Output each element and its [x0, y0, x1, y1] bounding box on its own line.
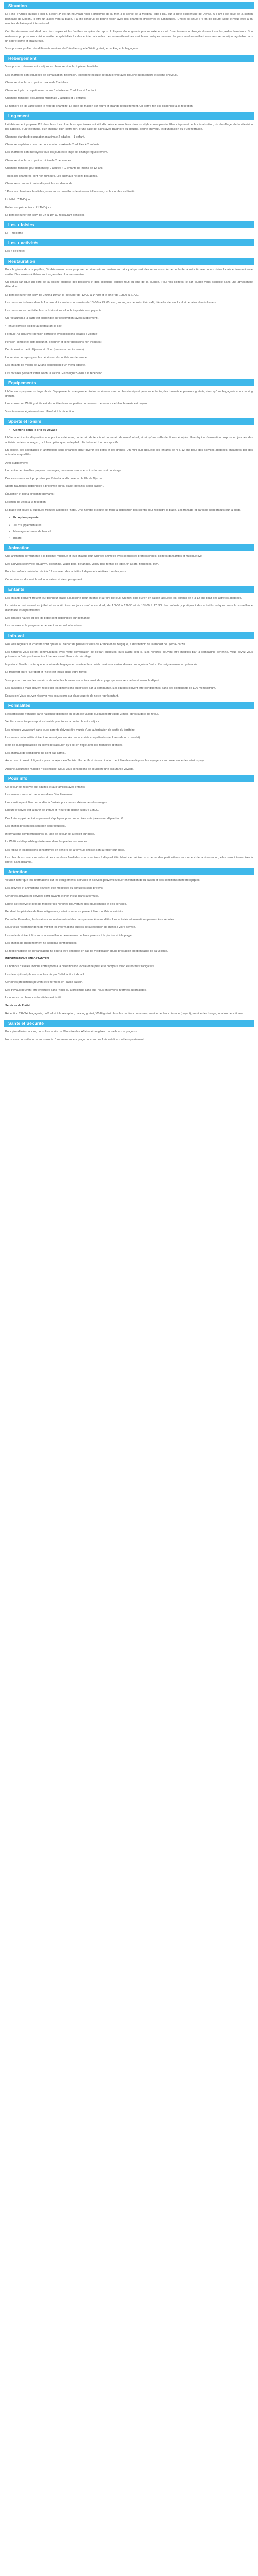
paragraph: Un snack-bar situé au bord de la piscine propose des boissons et des collations légères tout au long de la journée. Pour vos soirées, le bar lounge vous accueille dans une atmosphère détendue. [5, 281, 253, 289]
paragraph: Certaines activités et services sont payants et non inclus dans la formule. [5, 894, 99, 898]
paragraph: Les horaires vous seront communiqués avec votre convocation de départ quelques jours avant celui-ci. Les horaires peuvent être modifiés par la compagnie aérienne. Vous devez vous présenter à l'aéroport au moins 2 heures avant l'heure de décollage. [5, 650, 253, 659]
paragraph: Le petit déjeuner est servi de 7h à 10h au restaurant principal. [5, 214, 85, 217]
paragraph: Chambre standard: occupation maximale 2 adultes + 1 enfant. [5, 135, 85, 139]
subheading: • Compris dans le prix du voyage [9, 428, 253, 433]
paragraph: Formule All Inclusive: pension complète avec boissons locales à volonté. [5, 332, 99, 336]
section-formalites [0, 702, 258, 772]
paragraph: Toutes les chambres sont non-fumeurs. Les animaux ne sont pas admis. [5, 175, 98, 178]
paragraph: Aucune assurance maladie n'est incluse. Nous vous conseillons de souscrire une assurance voyage. [5, 767, 134, 771]
paragraph: Les chambres sont équipées de climatisation, télévision, téléphone et salle de bain privée avec douche ou baignoire et sèche-cheveux. [5, 73, 178, 77]
paragraph: Ce service est disponible selon la saison et n'est pas garanti. [5, 578, 83, 582]
paragraph: Pour plus d'informations, consultez le site du Ministère des Affaires étrangères: conseils aux voyageurs. [5, 1030, 138, 1033]
paragraph: En soirée, des spectacles et animations sont organisés pour divertir les petits et les grands. Un mini-club accueille les enfants de 4 à 12 ans pour des activités adaptées encadrées par des animateurs qualifiés. [5, 449, 253, 457]
paragraph: Vous pouvez trouver les numéros de vol et les horaires sur votre carnet de voyage qui vous sera adressé avant le départ. [5, 679, 160, 682]
list-item: • Billard [9, 536, 253, 541]
paragraph: Ce séjour est réservé aux adultes et aux familles avec enfants. [5, 785, 86, 789]
paragraph: Les autres nationalités doivent se renseigner auprès des autorités compétentes (ambassade ou consulat). [5, 736, 141, 739]
paragraph: L'hôtel se réserve le droit de modifier les horaires d'ouverture des équipements et des services. [5, 902, 127, 906]
section-enfants [0, 586, 258, 629]
paragraph: Des travaux peuvent être effectués dans l'hôtel ou à proximité sans que nous en soyons informés au préalable. [5, 988, 147, 992]
paragraph: Les bagages à main doivent respecter les dimensions autorisées par la compagnie. Les liquides doivent être conditionnés dans des contenants de 100 ml maximum. [5, 686, 216, 690]
paragraph: Les photos présentées sont non contractuelles. [5, 824, 66, 828]
section-restauration [0, 258, 258, 376]
section-loisirs [0, 221, 258, 236]
paragraph: L'établissement propose 115 chambres. Les chambres spacieuses ont été décorées et meublées dans un style contemporain. Elles disposent de la climatisation, du chauffage, de la télévision par satellite, d'un téléphone, d'un minibar, d'un coffre-fort, d'une salle de bains avec baignoire ou douche, sèche-cheveux, et d'un balcon ou d'une terrasse. [5, 123, 253, 131]
paragraph: Pour les enfants: mini-club de 4 à 12 ans avec des activités ludiques et créatives tous les jours. [5, 570, 127, 574]
paragraph: Les enfants peuvent trouver leur bonheur grâce à la piscine pour enfants et à l'aire de jeux. Un mini-club ouvert en saison accueille les enfants de 4 à 12 ans pour des activités adaptées. [5, 596, 243, 600]
paragraph: Avec supplément: [5, 461, 28, 465]
paragraph: Important: Veuillez noter que le nombre de bagages en soute et leur poids maximum varient d'une compagnie à l'autre. Renseignez-vous au préalable. [5, 663, 198, 667]
paragraph: Une animation permanente à la piscine: musique et jeux chaque jour. Soirées animées avec spectacles professionnels, soirées dansantes et musique live. [5, 554, 203, 558]
paragraph: * Pour les chambres familiales, nous vous conseillons de réserver à l'avance, car le nombre est limité. [5, 190, 135, 194]
section-situation [0, 2, 258, 52]
paragraph: Chambre double: occupation maximale 2 adultes. [5, 81, 69, 84]
section-header: Hébergement [4, 55, 254, 62]
paragraph: La plage est située à quelques minutes à pied de l'hôtel. Une navette gratuite est mise à disposition des clients pour rejoindre la plage. Les transats et parasols sont gratuits sur la plage. [5, 508, 241, 512]
paragraph: Chambre familiale: occupation maximale 2 adultes et 2 enfants. [5, 97, 87, 100]
paragraph: Un centre de bien-être propose massages, hammam, sauna et soins du corps et du visage. [5, 469, 122, 472]
paragraph: L'hôtel met à votre disposition une piscine extérieure, un terrain de tennis et un terrain de mini-football, ainsi qu'une salle de fitness équipée. Une équipe d'animation propose en journée des activités variées: aquagym, tir à l'arc, pétanque, volley-ball, fléchettes et tournois sportifs. [5, 436, 253, 444]
section-logement [0, 112, 258, 218]
paragraph: Veuillez noter que les informations sur les équipements, services et activités peuvent évoluer en fonction de la saison et des conditions météorologiques. [5, 879, 201, 883]
paragraph: Le nombre d'étoiles indiqué correspond à la classification locale et ne peut être comparé avec les normes françaises. [5, 965, 155, 969]
section-informations-importantes [0, 957, 258, 1016]
paragraph: Le mini-club est ouvert en juillet et en août, tous les jours sauf le vendredi, de 10h00 à 12h30 et de 15h00 à 17h30. Les enfants y pratiquent des activités ludiques sous la surveillance d'animateurs expérimentés. [5, 604, 253, 613]
paragraph: Cet établissement est idéal pour les couples et les familles en quête de repos, il dispose d'une grande piscine extérieure et d'une terrasse ombragée donnant sur les jardins luxuriants. Son restaurant propose une cuisine variée de spécialités locales et internationales. Le centre-ville est accessible en quelques minutes. Le personnel accueillant vous assure un séjour agréable dans un cadre calme et chaleureux. [5, 30, 253, 43]
paragraph: Lit bébé: 7 TND/jour. [5, 198, 32, 201]
paragraph: Les activités et animations peuvent être modifiées ou annulées sans préavis. [5, 887, 104, 890]
paragraph: Le transfert entre l'aéroport et l'hôtel est inclus dans votre forfait. [5, 671, 88, 674]
paragraph: Les chambres communicantes et les chambres familiales sont soumises à disponibilité. Merci de préciser vos demandes particulières au moment de la réservation; elles seront transmises à l'hôtel, sans garantie. [5, 856, 253, 864]
section-header: Formalités [4, 702, 254, 709]
section-equipements [0, 379, 258, 415]
paragraph: Nous vous conseillons de vous munir d'une assurance voyage couvrant les frais médicaux et le rapatriement. [5, 1038, 145, 1041]
paragraph: Les mineurs voyageant sans leurs parents doivent être munis d'une autorisation de sortie du territoire. [5, 728, 136, 732]
section-sante [0, 1020, 258, 1042]
paragraph: Une connexion Wi-Fi gratuite est disponible dans les parties communes. Le service de blanchisserie est payant. [5, 402, 149, 406]
section-sports [0, 418, 258, 541]
paragraph: Le nombre de lits varie selon le type de chambre. Le linge de maison est fourni et changé régulièrement. Un coffre-fort est disponible à la réception. [5, 105, 194, 108]
section-pour-info [0, 775, 258, 865]
paragraph: Les horaires et le programme peuvent varier selon la saison. [5, 624, 83, 628]
list-item: • Jeux supplémentaires [9, 523, 253, 528]
paragraph: Demi-pension: petit déjeuner et dîner (boissons non incluses). [5, 348, 85, 351]
paragraph: Enfant supplémentaire: 21 TND/jour. [5, 206, 52, 209]
paragraph: Un restaurant à la carte est disponible sur réservation (avec supplément). [5, 317, 99, 320]
section-header: Équipements [4, 379, 254, 386]
paragraph: Des excursions sont proposées par l'hôtel à la découverte de l'île de Djerba. [5, 477, 103, 480]
paragraph: Le Wi-Fi est disponible gratuitement dans les parties communes. [5, 840, 88, 844]
paragraph: La responsabilité de l'organisateur ne pourra être engagée en cas de modification d'une prestation indépendante de sa volonté. [5, 949, 168, 953]
paragraph: Pension complète: petit déjeuner, déjeuner et dîner (boissons non incluses). [5, 340, 103, 344]
paragraph: Pour le plaisir de vos papilles, l'établissement vous propose de découvrir son restaurant principal qui sert des repas sous forme de buffet à volonté, avec une cuisine locale et internationale variée. Des soirées à thème sont organisées chaque semaine. [5, 268, 253, 276]
paragraph: Chambre double: occupation minimale 2 personnes. [5, 159, 72, 162]
paragraph: Les boissons incluses dans la formule all inclusive sont servies de 10h00 à 23h00: eau, sodas, jus de fruits, thé, café, bière locale, vin local et certains alcools locaux. [5, 301, 217, 304]
paragraph: Le Ring d'Affiliés Rucker Hôtel & Resort 3* est un nouveau hôtel à proximité de la mer, à la sortie de la Médina Hobo-Hilal, sur la côte occidentale de Djerba. A 8 km il se situe de la station balnéaire de Dodoni. Il offre un accès vers la plage. Il a été construit de bonne façon avec des chambres modernes et lumineuses. L'hôtel est situé à 4 km de Houmt Souk et vous êtes à 35 minutes de l'aéroport international. [5, 13, 253, 26]
section-header: Santé et Sécurité [4, 1020, 254, 1027]
paragraph: Un service de repas pour les bébés est disponible sur demande. [5, 356, 88, 360]
paragraph: Aucun vaccin n'est obligatoire pour un séjour en Tunisie. Un certificat de vaccination peut être demandé pour les voyageurs en provenance de certains pays. [5, 759, 205, 763]
paragraph: Nos vols réguliers et charters sont opérés au départ de plusieurs villes de France et de Belgique, à destination de l'aéroport de Djerba-Zarzis. [5, 642, 186, 646]
subheading: • En option payante [9, 516, 253, 520]
paragraph: Sports nautiques disponibles à proximité sur la plage (payants, selon saison). [5, 485, 104, 488]
paragraph: Chambres communicantes disponibles sur demande. [5, 182, 73, 186]
section-hebergement [0, 55, 258, 109]
paragraph: Chambre triple: occupation maximale 3 adultes ou 2 adultes et 1 enfant. [5, 89, 98, 93]
section-header: Enfants [4, 586, 254, 593]
section-header: Info vol [4, 632, 254, 639]
paragraph: Il est de la responsabilité du client de s'assurer qu'il est en règle avec les formalités d'entrée. [5, 744, 123, 748]
section-header: Logement [4, 112, 254, 120]
section-header: Situation [4, 2, 254, 9]
paragraph: Informations complémentaires: la taxe de séjour est à régler sur place. [5, 833, 95, 836]
paragraph: Vous trouverez également un coffre-fort à la réception. [5, 410, 75, 414]
paragraph: L'hôtel vous propose un large choix d'équipements: une grande piscine extérieure avec un bassin séparé pour les enfants, des transats et parasols gratuits, ainsi qu'une bagagerie et un parking gratuits. [5, 389, 253, 398]
paragraph: Pendant les périodes de fêtes religieuses, certains services peuvent être modifiés ou réduits. [5, 910, 124, 913]
paragraph: Les + de l'hôtel [5, 250, 25, 253]
section-header: Pour info [4, 775, 254, 782]
section-info-vol [0, 632, 258, 699]
paragraph: Certaines prestations peuvent être fermées en basse saison. [5, 980, 83, 984]
paragraph: Vérifiez que votre passeport est valide pour toute la durée de votre séjour. [5, 720, 100, 724]
paragraph: Des chaises hautes et des lits bébé sont disponibles sur demande. [5, 617, 91, 620]
paragraph: L'heure d'arrivée est à partir de 14h00 et l'heure de départ jusqu'à 12h00. [5, 809, 99, 812]
list-item: • Massages et soins de beauté [9, 530, 253, 534]
paragraph: Vous pouvez réserver votre séjour en chambre double, triple ou familiale. [5, 65, 99, 69]
paragraph: Nous vous recommandons de vérifier les informations auprès de la réception de l'hôtel à votre arrivée. [5, 926, 136, 929]
paragraph: Les photos de l'hébergement ne sont pas contractuelles. [5, 941, 78, 945]
section-animation [0, 544, 258, 583]
paragraph: Les animaux ne sont pas admis dans l'établissement. [5, 793, 74, 797]
paragraph: Des frais supplémentaires peuvent s'appliquer pour une arrivée anticipée ou un départ tardif. [5, 817, 124, 820]
paragraph: Réception 24h/24, bagagerie, coffre-fort à la réception, parking gratuit, Wi-Fi gratuit dans les parties communes, service de blanchisserie (payant), service de change, location de voitures. [5, 1012, 244, 1015]
section-attention [0, 868, 258, 954]
paragraph: Ressortissants français: carte nationale d'identité en cours de validité ou passeport valide 3 mois après la date de retour. [5, 713, 159, 716]
paragraph: Des activités sportives: aquagym, stretching, water-polo, pétanque, volley-ball, tennis de table, tir à l'arc, fléchettes, gym. [5, 563, 159, 566]
paragraph: Le petit déjeuner est servi de 7h00 à 10h00, le déjeuner de 12h30 à 14h30 et le dîner de 19h00 à 21h30. [5, 293, 139, 297]
paragraph: Les descriptifs et photos sont fournis par l'hôtel à titre indicatif. [5, 973, 85, 976]
section-header: Les + activités [4, 239, 254, 246]
subheading: Services de l'hôtel [5, 1004, 30, 1008]
paragraph: Les enfants de moins de 12 ans bénéficient d'un menu adapté. [5, 364, 86, 367]
paragraph: Chambre familiale (sur demande): 2 adultes + 2 enfants de moins de 12 ans. [5, 166, 104, 170]
section-header: Sports et loisirs [4, 418, 254, 425]
paragraph: Le + moderne [5, 232, 23, 235]
paragraph: Les animaux de compagnie ne sont pas admis. [5, 752, 66, 755]
section-header: Attention [4, 868, 254, 875]
paragraph: Les boissons en bouteille, les cocktails et les alcools importés sont payants. [5, 309, 102, 312]
section-activites [0, 239, 258, 254]
paragraph: Location de vélos à la réception. [5, 500, 47, 504]
paragraph: Les chambres sont nettoyées tous les jours et le linge est changé régulièrement. [5, 151, 108, 155]
paragraph: Les repas et les boissons consommés en dehors de la formule choisie sont à régler sur place. [5, 848, 125, 852]
paragraph: Équitation et golf à proximité (payants). [5, 493, 56, 496]
section-header: Animation [4, 544, 254, 551]
paragraph: Une caution peut être demandée à l'arrivée pour couvrir d'éventuels dommages. [5, 801, 108, 805]
paragraph: Les horaires peuvent varier selon la saison. Renseignez-vous à la réception. [5, 371, 103, 375]
paragraph: * Tenue correcte exigée au restaurant le soir. [5, 325, 62, 328]
paragraph: Le nombre de chambres familiales est limité. [5, 996, 62, 1000]
section-header: Les + loisirs [4, 221, 254, 228]
subheading: INFORMATIONS IMPORTANTES [5, 957, 49, 961]
paragraph: Durant le Ramadan, les horaires des restaurants et des bars peuvent être modifiés. Les activités et animations peuvent être réduites. [5, 918, 175, 922]
paragraph: Vous pourrez profiter des différents services de l'hôtel tels que le Wi-Fi gratuit, le parking et la bagagerie. [5, 47, 139, 51]
paragraph: Chambre supérieure vue mer: occupation maximale 2 adultes + 2 enfants. [5, 143, 100, 147]
paragraph: Excursion: Vous pouvez réserver vos excursions sur place auprès de notre représentant. [5, 694, 119, 698]
paragraph: Les enfants doivent être sous la surveillance permanente de leurs parents à la piscine et à la plage. [5, 934, 133, 937]
section-header: Restauration [4, 258, 254, 265]
